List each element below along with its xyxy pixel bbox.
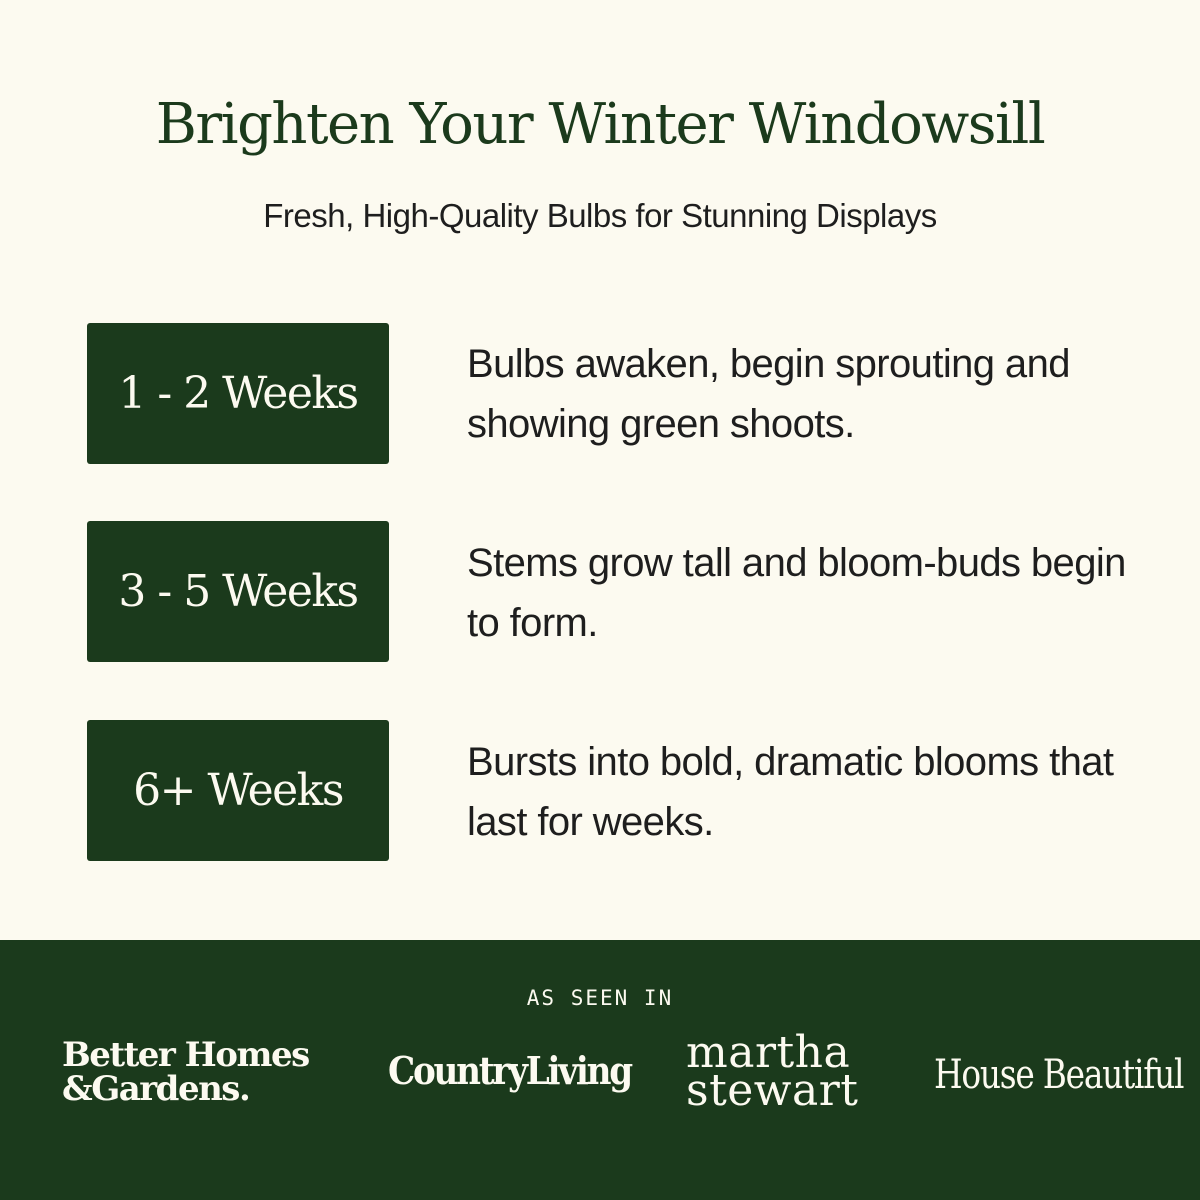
martha-stewart-logo-line2: stewart (686, 1065, 859, 1116)
stage-duration-badge: 6+ Weeks (87, 720, 389, 861)
page-title: Brighten Your Winter Windowsill (155, 92, 1045, 157)
stage-duration-badge: 3 - 5 Weeks (87, 521, 389, 662)
martha-stewart-logo (686, 1027, 859, 1116)
house-beautiful-logo: House Beautiful (934, 1052, 1184, 1098)
as-seen-in-footer (0, 940, 1200, 1200)
stage-duration-badge: 1 - 2 Weeks (87, 323, 389, 464)
better-homes-gardens-logo-line2: &Gardens. (62, 1069, 250, 1109)
better-homes-gardens-logo-line1: Better Homes (62, 1035, 309, 1075)
better-homes-gardens-logo (62, 1035, 324, 1109)
martha-stewart-logo-line1: martha (686, 1027, 851, 1078)
stage-description: Bursts into bold, dramatic blooms that last for weeks. (467, 740, 1114, 844)
page-subtitle: Fresh, High-Quality Bulbs for Stunning Displays (263, 197, 937, 234)
stage-description: Stems grow tall and bloom-buds begin to form. (467, 541, 1126, 645)
as-seen-in-label: AS SEEN IN (526, 986, 674, 1010)
stage-description: Bulbs awaken, begin sprouting and showing green shoots. (467, 342, 1070, 446)
country-living-logo: CountryLiving (388, 1048, 631, 1093)
